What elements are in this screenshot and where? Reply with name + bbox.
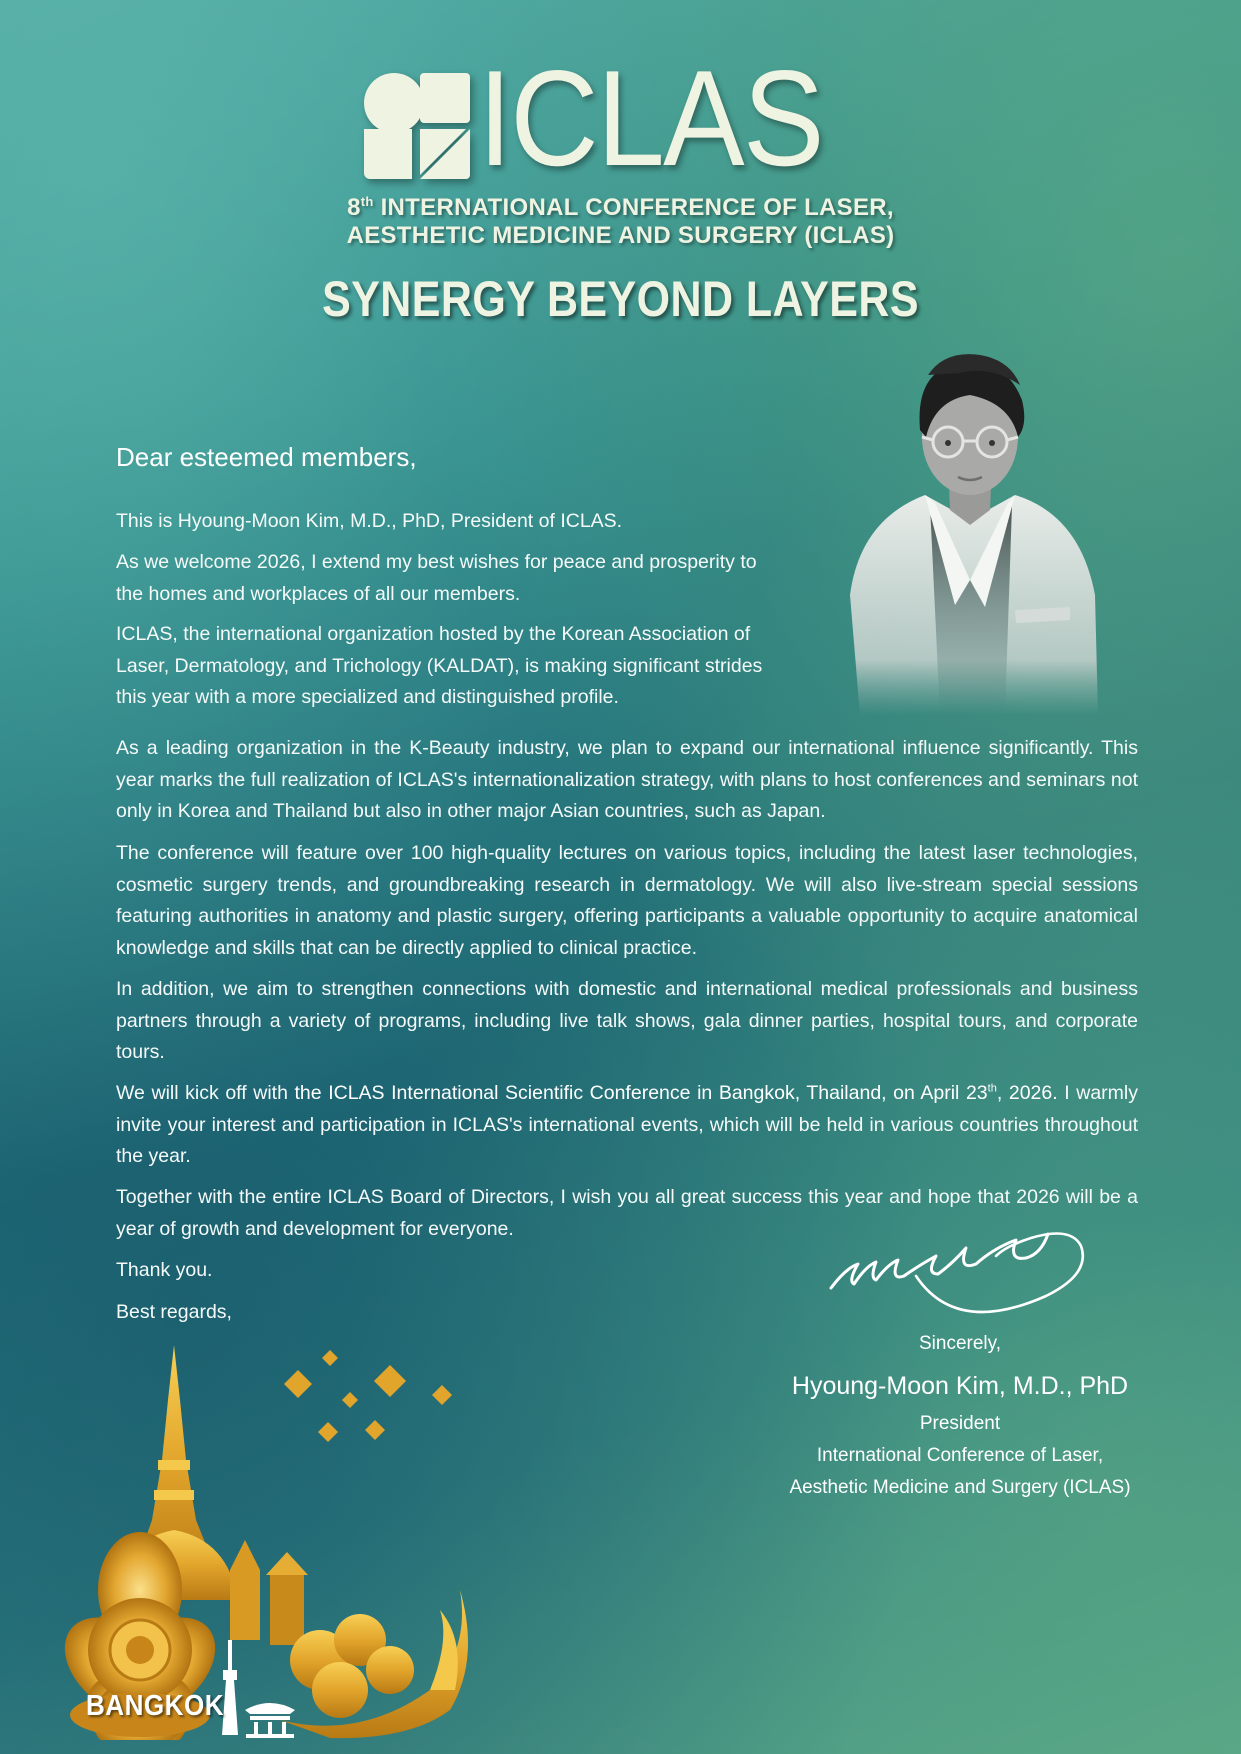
korean-gate-icon xyxy=(245,1703,295,1738)
iclas-logo xyxy=(360,42,880,194)
logo-wordmark: ICLAS xyxy=(478,42,823,194)
letter-paragraph-closing-wish: Together with the entire ICLAS Board of Directors, I wish you all great success this year and hope that 2026 will be a year of growth and development for everyone. xyxy=(116,1186,1138,1240)
letter-paragraph-lectures: The conference will feature over 100 high-quality lectures on various topics, including the latest laser technologies, cosmetic surgery trends, and groundbreaking research in dermatology. We will also live-stream special sessions featuring authorities in anatomy and plastic surgery, offering participants a valuable opportunity to acquire anatomical knowledge and skills that can be directly applied to clinical practice. xyxy=(116,842,1138,959)
floating-flower-ornaments-icon xyxy=(284,1350,452,1442)
kickoff-event-text: the ICLAS International Scientific Conference in Bangkok, Thailand, on April 23 xyxy=(294,1082,988,1104)
iclas-logo-mark-icon xyxy=(362,71,472,181)
conference-line1-text: INTERNATIONAL CONFERENCE OF LASER, xyxy=(380,194,894,221)
letter-greeting: Dear esteemed members, xyxy=(116,442,417,472)
letter-paragraph-organization: ICLAS, the international organization hosted by the Korean Association of Laser, Dermatology, and Trichology (KALDAT), is making significant strides this year with a more specialized and distinguished profile. xyxy=(116,623,763,708)
letter-regards: Best regards, xyxy=(116,1301,232,1323)
conference-ordinal-suffix: th xyxy=(360,194,374,209)
seoul-tower-icon xyxy=(222,1640,238,1735)
kickoff-date-suffix: th xyxy=(987,1082,997,1095)
signoff-organization-line1: International Conference of Laser, xyxy=(816,1445,1104,1466)
kickoff-year: , 2026. xyxy=(996,1082,1058,1104)
letter-paragraph-kickoff xyxy=(116,1078,1138,1173)
bangkok-temple-illustration xyxy=(30,1340,510,1740)
letter-thanks: Thank you. xyxy=(116,1259,213,1281)
president-portrait xyxy=(830,345,1110,715)
signoff-organization-line2: Aesthetic Medicine and Surgery (ICLAS) xyxy=(789,1477,1131,1498)
signoff-name: Hyoung-Moon Kim, M.D., PhD xyxy=(791,1372,1129,1400)
kickoff-intro: We will kick off with xyxy=(116,1082,295,1104)
kickoff-event-highlight xyxy=(295,1082,1058,1104)
letter-paragraph-wishes: As we welcome 2026, I extend my best wishes for peace and prosperity to the homes and workplaces of all our members. xyxy=(116,551,757,605)
bangkok-label: BANGKOK xyxy=(86,1690,225,1722)
conference-ordinal: 8 xyxy=(347,194,361,221)
handwritten-signature xyxy=(826,1226,1091,1331)
signoff-title: President xyxy=(919,1413,1001,1434)
conference-title-line2: AESTHETIC MEDICINE AND SURGERY (ICLAS) xyxy=(346,222,895,249)
letter-paragraph-kbeauty: As a leading organization in the K-Beauty industry, we plan to expand our international influence significantly. This year marks the full realization of ICLAS's internationalization strategy, with plans to host conferences and seminars not only in Korea and Thailand but also in other major Asian countries, such as Japan. xyxy=(116,737,1138,822)
letter-paragraph-intro: This is Hyoung-Moon Kim, M.D., PhD, President of ICLAS. xyxy=(116,510,623,532)
kickoff-invite: I warmly invite your interest and participation in ICLAS's international events, which will be held in various countries throughout the year. xyxy=(116,1082,1138,1167)
conference-tagline: SYNERGY BEYOND LAYERS xyxy=(322,271,919,327)
signoff-sincerely: Sincerely, xyxy=(918,1333,1001,1354)
conference-title-line1 xyxy=(0,194,1241,222)
letter-paragraph-connections: In addition, we aim to strengthen connections with domestic and international medical professionals and business partners through a variety of programs, including live talk shows, gala dinner parties, hospital tours, and corporate tours. xyxy=(116,978,1138,1063)
golden-cloud-wave-icon xyxy=(280,1590,468,1738)
